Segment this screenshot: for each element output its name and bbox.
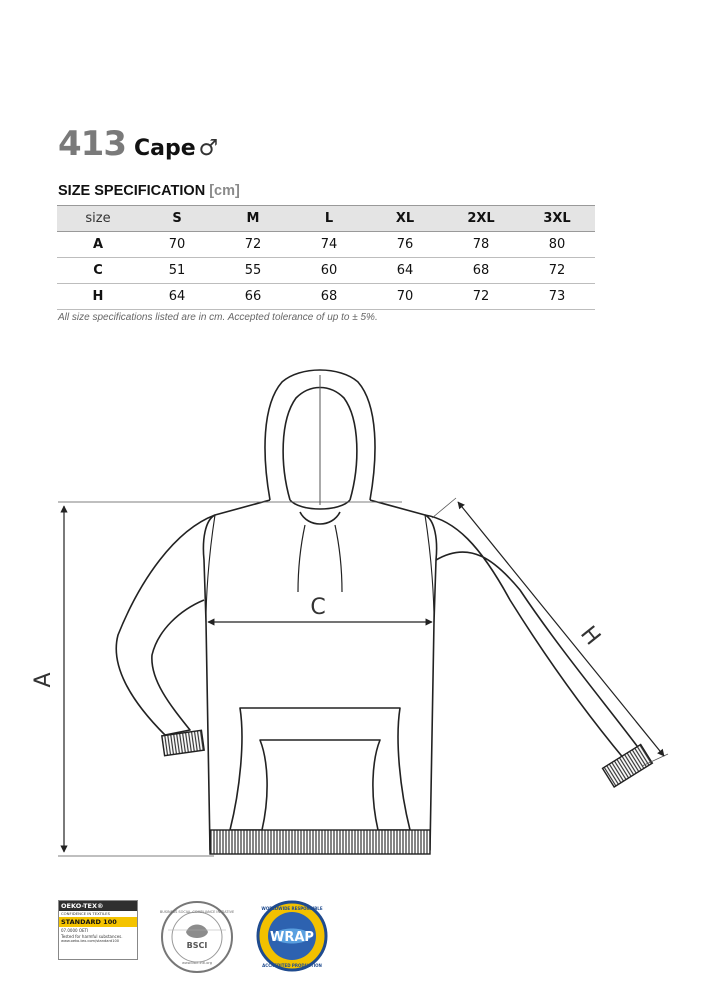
table-cell: 73 [519, 284, 595, 310]
spec-heading-text: SIZE SPECIFICATION [58, 183, 206, 199]
table-cell: 64 [139, 284, 215, 310]
wrap-logo [256, 900, 328, 972]
bsci-logo [160, 900, 234, 974]
bsci-url: www.bsci-intl.org [182, 961, 212, 965]
label-h: H [575, 621, 605, 651]
body-outline [203, 500, 436, 850]
label-a: A [31, 672, 56, 688]
product-name: Cape [133, 136, 196, 161]
product-title [58, 124, 218, 164]
left-armhole-seam [206, 515, 215, 622]
label-c: C [310, 595, 326, 620]
table-cell: 66 [215, 284, 291, 310]
table-cell: 60 [291, 258, 367, 284]
table-row [57, 284, 595, 310]
table-cell: 70 [367, 284, 443, 310]
header-cell: XL [367, 206, 443, 232]
spec-unit: [cm] [209, 183, 240, 199]
right-cuff [603, 744, 653, 787]
table-cell: 80 [519, 232, 595, 258]
hoodie-measurement-drawing [0, 350, 706, 870]
drawstring-right [335, 525, 342, 592]
row-label: H [57, 284, 139, 310]
table-cell: 72 [215, 232, 291, 258]
size-table-header [57, 206, 595, 232]
table-cell: 78 [443, 232, 519, 258]
oeko-tex-logo: OEKO-TEX® CONFIDENCE IN TEXTILES STANDARD 100 07.0000 OETI Tested for harmful substances. www.oeko-tex.com/standard100 [58, 900, 138, 960]
right-sleeve [425, 515, 640, 760]
right-armhole-seam [425, 515, 434, 622]
table-cell: 76 [367, 232, 443, 258]
header-cell: S [139, 206, 215, 232]
table-cell: 55 [215, 258, 291, 284]
waistband [210, 830, 430, 854]
dimension-a [31, 502, 402, 856]
table-cell: 72 [519, 258, 595, 284]
header-cell: 3XL [519, 206, 595, 232]
size-table [57, 205, 595, 310]
row-label: A [57, 232, 139, 258]
kangaroo-pocket [230, 708, 410, 830]
wrap-top-text: WORLDWIDE RESPONSIBLE [261, 906, 323, 911]
wrap-name: WRAP [270, 930, 314, 945]
product-code: 413 [58, 124, 126, 164]
table-cell: 64 [367, 258, 443, 284]
header-cell: 2XL [443, 206, 519, 232]
bsci-ring-text: BUSINESS SOCIAL COMPLIANCE INITIATIVE [160, 910, 234, 914]
table-row [57, 232, 595, 258]
male-icon: ♂ [198, 136, 219, 161]
hoodie-outline [116, 370, 640, 850]
dimension-c [208, 595, 432, 622]
spec-heading [58, 183, 240, 199]
table-cell: 68 [443, 258, 519, 284]
header-cell: M [215, 206, 291, 232]
wrap-bottom-text: ACCREDITED PRODUCTION [262, 963, 322, 968]
tolerance-note: All size specifications listed are in cm. Accepted tolerance of up to ± 5%. [58, 312, 378, 323]
table-cell: 51 [139, 258, 215, 284]
left-sleeve [116, 515, 215, 735]
drawstring-left [298, 525, 305, 592]
hood-front-band [300, 512, 340, 524]
table-row [57, 258, 595, 284]
row-label: C [57, 258, 139, 284]
header-cell: size [57, 206, 139, 232]
table-cell: 74 [291, 232, 367, 258]
header-cell: L [291, 206, 367, 232]
bsci-name: BSCI [186, 941, 208, 950]
table-cell: 68 [291, 284, 367, 310]
table-cell: 72 [443, 284, 519, 310]
table-cell: 70 [139, 232, 215, 258]
